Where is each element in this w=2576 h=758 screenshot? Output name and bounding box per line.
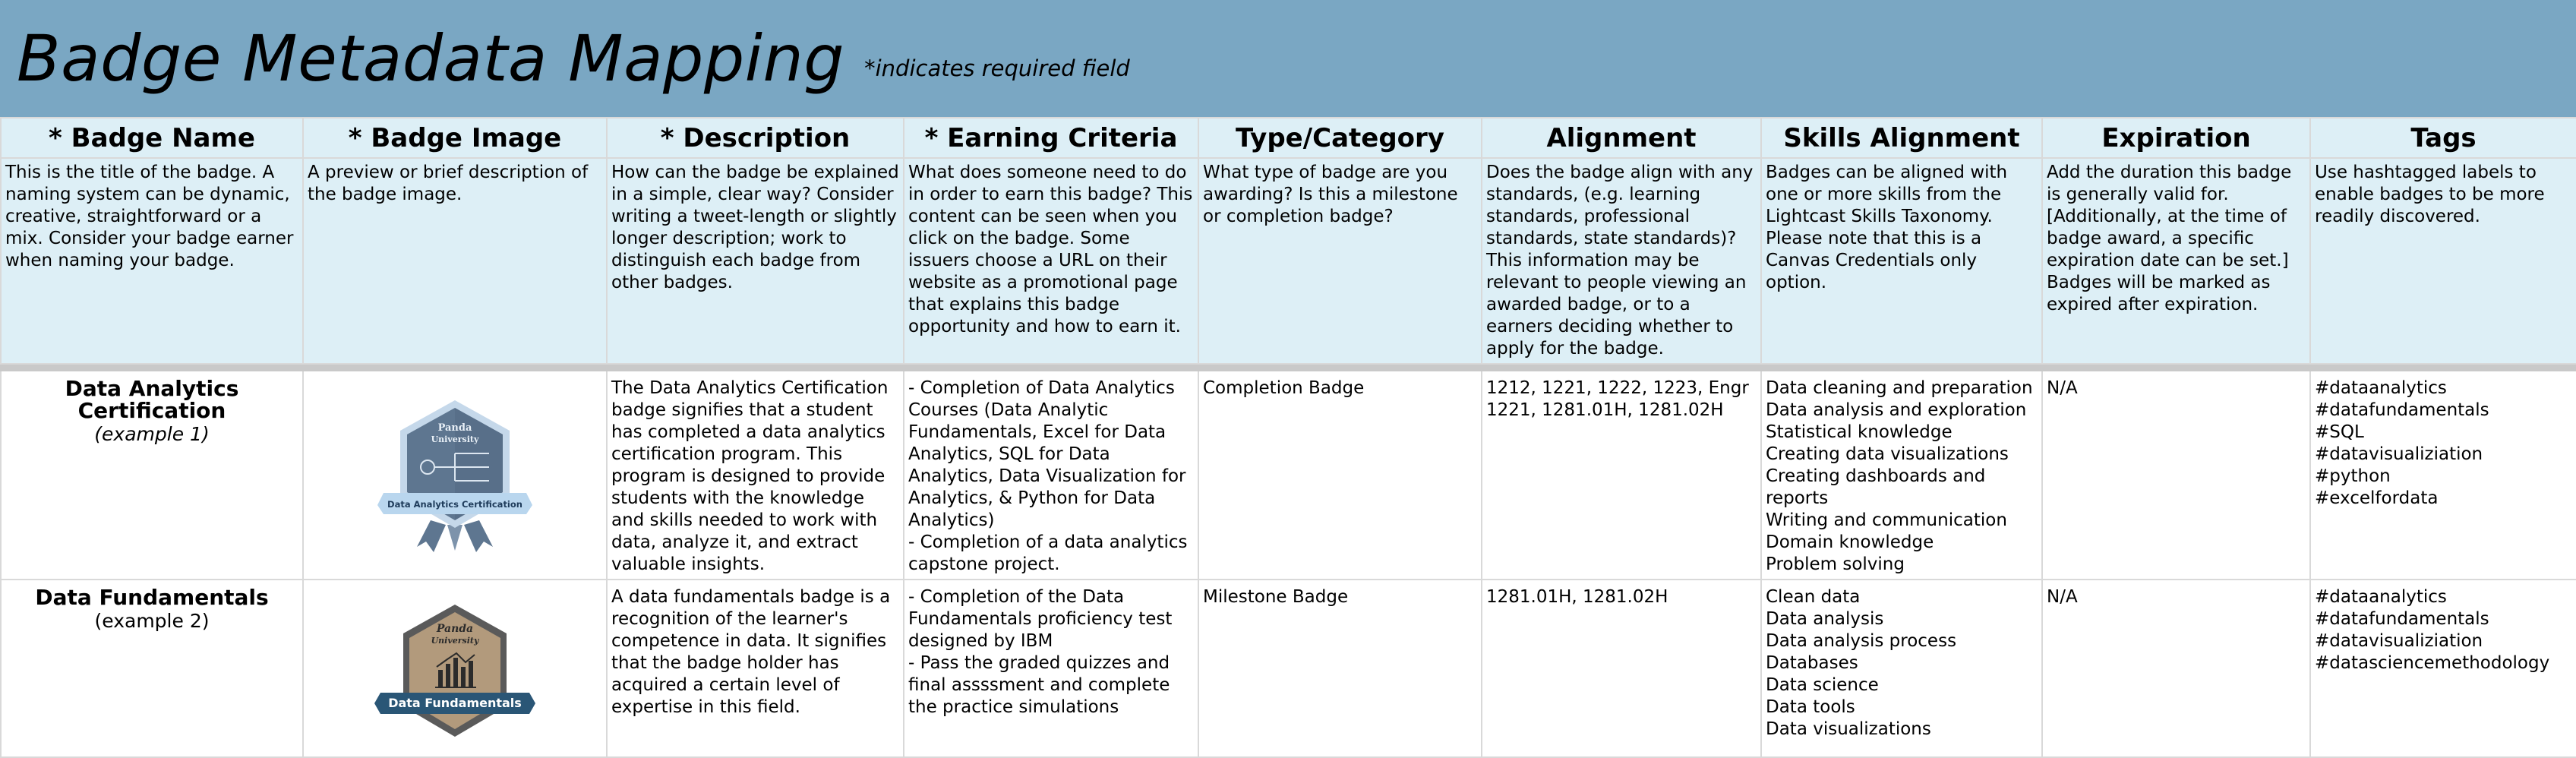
skills-cell[interactable]: Clean data Data analysis Data analysis process Databases Data science Data tools Data visualizations (1761, 580, 2042, 757)
badge-image-analytics (364, 391, 546, 558)
badge-metadata-table (0, 117, 2576, 758)
type-cell[interactable]: Milestone Badge (1198, 580, 1482, 757)
description-cell[interactable]: A data fundamentals badge is a recognition of the learner's competence in data. It signifies that the badge holder has acquired a certain level of expertise in this field. (607, 580, 904, 757)
description-cell[interactable]: The Data Analytics Certification badge signifies that a student has completed a data analytics certification program. This program is designed to provide students with the knowledge and skills needed to work with data, analyze it, and extract valuable insights. (607, 371, 904, 580)
col-header-description[interactable]: * Description (607, 118, 904, 158)
badge-image-fundamentals (364, 600, 546, 752)
table-row (1, 371, 2576, 580)
divider-bar (1, 364, 2576, 371)
col-header-earning-criteria[interactable]: * Earning Criteria (904, 118, 1198, 158)
tags-cell[interactable]: #dataanalytics #datafundamentals #datavisualiziation #datasciencemethodology (2310, 580, 2576, 757)
guidance-tags[interactable]: Use hashtagged labels to enable badges to be more readily discovered. (2310, 158, 2576, 364)
badge-tail (447, 525, 462, 551)
guidance-badge-image[interactable]: A preview or brief description of the badge image. (303, 158, 607, 364)
guidance-expiration[interactable]: Add the duration this badge is generally valid for. [Additionally, at the time of badge award, a specific expiration date can be set.] Badges will be marked as expired after expiration. (2042, 158, 2310, 364)
badge-name-cell[interactable] (1, 580, 303, 757)
alignment-cell[interactable]: 1212, 1221, 1222, 1223, Engr 1221, 1281.01H, 1281.02H (1482, 371, 1761, 580)
table-row (1, 580, 2576, 757)
badge-name-cell[interactable] (1, 371, 303, 580)
badge-line1: Panda (437, 422, 472, 434)
col-header-skills-alignment[interactable]: Skills Alignment (1761, 118, 2042, 158)
col-header-badge-name[interactable]: * Badge Name (1, 118, 303, 158)
badge-ribbon-text: Data Analytics Certification (387, 499, 522, 510)
criteria-cell[interactable]: - Completion of the Data Fundamentals proficiency test designed by IBM - Pass the graded quizzes and final assssment and complete the practice simulations (904, 580, 1198, 757)
badge-tail (464, 520, 493, 552)
expiration-cell[interactable]: N/A (2042, 371, 2310, 580)
badge-image-cell[interactable] (303, 371, 607, 580)
badge-example-label: (example 2) (94, 610, 210, 632)
badge-line2: University (431, 636, 479, 646)
guidance-type-category[interactable]: What type of badge are you awarding? Is this a milestone or completion badge? (1198, 158, 1482, 364)
guidance-badge-name[interactable]: This is the title of the badge. A naming system can be dynamic, creative, straightforward or a mix. Consider your badge earner when naming your badge. (1, 158, 303, 364)
guidance-skills-alignment[interactable]: Badges can be aligned with one or more skills from the Lightcast Skills Taxonomy. Please note that this is a Canvas Credentials only option. (1761, 158, 2042, 364)
alignment-cell[interactable]: 1281.01H, 1281.02H (1482, 580, 1761, 757)
badge-example-label: (example 1) (94, 423, 210, 445)
header-row (1, 118, 2576, 158)
badge-ribbon-text: Data Fundamentals (388, 696, 522, 710)
title-bar (0, 0, 2576, 117)
col-header-expiration[interactable]: Expiration (2042, 118, 2310, 158)
frozen-divider (1, 364, 2576, 371)
guidance-description[interactable]: How can the badge be explained in a simple, clear way? Consider writing a tweet-length or slightly longer description; work to distinguish each badge from other badges. (607, 158, 904, 364)
guidance-row (1, 158, 2576, 364)
col-header-badge-image[interactable]: * Badge Image (303, 118, 607, 158)
required-note: *indicates required field (864, 55, 1130, 81)
col-header-type-category[interactable]: Type/Category (1198, 118, 1482, 158)
guidance-alignment[interactable]: Does the badge align with any standards, (e.g. learning standards, professional standards, state standards)? This information may be relevant to people viewing an awarded badge, or to a earners deciding whether to apply for the badge. (1482, 158, 1761, 364)
tags-cell[interactable]: #dataanalytics #datafundamentals #SQL #datavisualiziation #python #excelfordata (2310, 371, 2576, 580)
badge-line2: University (431, 434, 479, 444)
badge-name: Data Analytics Certification (65, 376, 239, 423)
type-cell[interactable]: Completion Badge (1198, 371, 1482, 580)
guidance-earning-criteria[interactable]: What does someone need to do in order to earn this badge? This content can be seen when you click on the badge. Some issuers choose a URL on their website as a promotional page that explains this badge opportunity and how to earn it. (904, 158, 1198, 364)
badge-line1: Panda (436, 623, 474, 635)
col-header-tags[interactable]: Tags (2310, 118, 2576, 158)
col-header-alignment[interactable]: Alignment (1482, 118, 1761, 158)
skills-cell[interactable]: Data cleaning and preparation Data analysis and exploration Statistical knowledge Creating data visualizations Creating dashboards and reports Writing and communication Domain knowledge Problem solving (1761, 371, 2042, 580)
badge-tail (417, 520, 446, 552)
expiration-cell[interactable]: N/A (2042, 580, 2310, 757)
badge-name: Data Fundamentals (35, 585, 269, 610)
page-title: Badge Metadata Mapping (17, 21, 845, 96)
criteria-cell[interactable]: - Completion of Data Analytics Courses (Data Analytic Fundamentals, Excel for Data Analytics, SQL for Data Analytics, Data Visualization for Analytics, & Python for Data Analytics) - Completion of a data analytics capstone project. (904, 371, 1198, 580)
badge-image-cell[interactable] (303, 580, 607, 757)
